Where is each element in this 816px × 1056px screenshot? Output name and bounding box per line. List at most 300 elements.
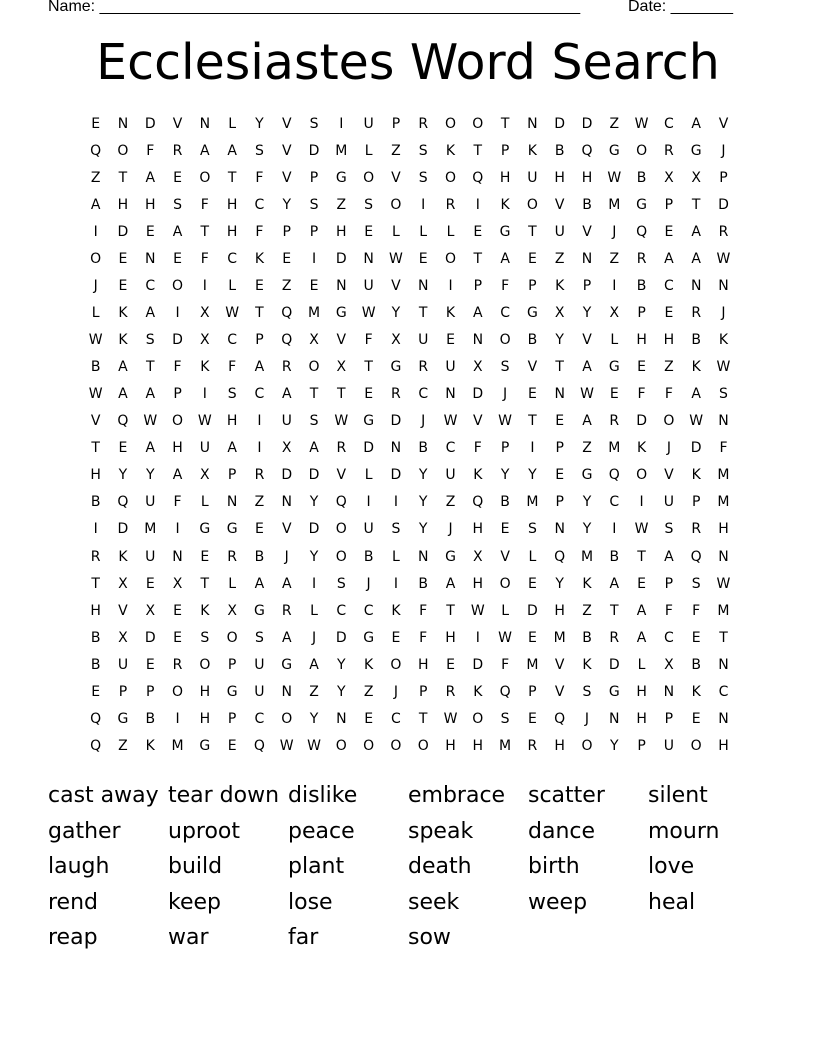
grid-letter: N (663, 683, 675, 700)
grid-letter: Q (90, 737, 102, 754)
grid-letter: E (91, 115, 101, 132)
grid-letter: P (227, 656, 237, 673)
grid-letter: L (501, 602, 509, 619)
grid-letter: X (473, 359, 483, 376)
grid-letter: N (472, 332, 484, 349)
grid-letter: B (500, 494, 510, 511)
grid-letter: T (418, 304, 428, 321)
grid-letter: V (172, 115, 183, 132)
grid-letter: O (172, 277, 184, 294)
grid-letter: Q (117, 494, 129, 511)
grid-letter: F (200, 196, 209, 213)
grid-letter: R (227, 548, 237, 565)
grid-letter: Z (582, 602, 592, 619)
grid-letter: F (719, 440, 728, 457)
grid-letter: N (609, 710, 620, 727)
grid-letter: U (445, 359, 456, 376)
grid-letter: U (145, 548, 156, 565)
grid-letter: W (580, 386, 594, 403)
grid-letter: Y (309, 710, 319, 727)
grid-letter: S (254, 142, 264, 159)
grid-letter: A (281, 386, 292, 403)
grid-letter: P (555, 494, 564, 511)
grid-letter: O (390, 196, 402, 213)
grid-letter: O (636, 142, 648, 159)
grid-letter: G (581, 467, 593, 484)
grid-letter: H (718, 521, 729, 538)
grid-letter: X (664, 656, 674, 673)
grid-letter: E (637, 575, 647, 592)
grid-letter: O (172, 413, 184, 430)
grid-letter: I (339, 115, 344, 132)
grid-letter: V (473, 413, 483, 430)
grid-letter: E (691, 629, 701, 646)
grid-letter: S (418, 142, 428, 159)
grid-letter: I (448, 277, 453, 294)
grid-letter: G (199, 521, 211, 538)
grid-letter: B (418, 575, 429, 592)
grid-letter: F (173, 359, 182, 376)
grid-letter: H (117, 196, 129, 213)
grid-letter: R (254, 467, 265, 484)
grid-letter: S (527, 521, 537, 538)
grid-letter: V (281, 169, 292, 186)
grid-letter: P (118, 683, 128, 700)
grid-letter: Y (418, 467, 428, 484)
grid-letter: Y (528, 467, 537, 484)
grid-letter: L (364, 467, 373, 484)
word-list-item: sow (408, 925, 451, 951)
word-list-item: far (288, 925, 319, 951)
grid-letter: E (227, 737, 237, 754)
grid-letter: O (499, 575, 511, 592)
grid-letter: E (527, 710, 537, 727)
grid-letter: G (608, 142, 620, 159)
grid-letter: O (90, 250, 102, 267)
grid-letter: G (363, 413, 375, 430)
grid-letter: R (691, 304, 702, 321)
grid-letter: E (173, 602, 182, 619)
grid-letter: A (254, 575, 265, 592)
grid-letter: R (636, 250, 647, 267)
grid-letter: E (555, 413, 565, 430)
word-list-item: mourn (648, 818, 720, 844)
grid-letter: T (446, 602, 455, 619)
grid-letter: Q (581, 142, 593, 159)
grid-letter: J (721, 304, 726, 321)
grid-letter: R (281, 359, 292, 376)
grid-letter: F (146, 142, 155, 159)
grid-letter: J (666, 440, 671, 457)
grid-letter: C (663, 277, 674, 294)
grid-letter: Y (118, 467, 128, 484)
grid-letter: Q (472, 169, 484, 186)
grid-letter: Y (500, 467, 510, 484)
grid-letter: L (310, 602, 318, 619)
grid-letter: E (391, 629, 401, 646)
grid-letter: A (172, 467, 183, 484)
grid-letter: U (363, 277, 374, 294)
grid-letter: I (257, 413, 262, 430)
grid-letter: E (527, 629, 537, 646)
grid-letter: T (309, 386, 319, 403)
grid-letter: S (254, 629, 264, 646)
grid-letter: L (637, 656, 646, 673)
grid-letter: J (612, 223, 617, 240)
grid-letter: K (582, 656, 592, 673)
grid-letter: D (390, 467, 402, 484)
grid-letter: H (554, 169, 565, 186)
name-field-label: Name: ______________________________________________________ (48, 0, 581, 15)
grid-letter: D (554, 115, 566, 132)
grid-letter: D (363, 440, 374, 457)
grid-letter: A (609, 575, 620, 592)
grid-letter: B (527, 332, 538, 349)
grid-letter: Z (254, 494, 265, 511)
grid-letter: F (664, 386, 673, 403)
word-list-item: laugh (48, 854, 110, 880)
grid-letter: U (117, 656, 129, 673)
grid-letter: A (664, 548, 674, 565)
grid-letter: R (609, 413, 620, 430)
grid-letter: N (445, 386, 456, 403)
grid-letter: B (90, 629, 101, 646)
grid-letter: E (527, 386, 537, 403)
word-list-item: love (648, 854, 695, 880)
grid-letter: V (582, 223, 592, 240)
grid-letter: I (175, 710, 180, 727)
grid-letter: D (636, 413, 647, 430)
grid-letter: F (200, 250, 209, 267)
grid-letter: W (443, 413, 458, 430)
word-list-item: lose (288, 889, 333, 915)
grid-letter: E (145, 575, 155, 592)
grid-letter: A (200, 142, 210, 159)
grid-letter: G (117, 710, 129, 727)
date-field-label: Date: _______ (628, 0, 733, 15)
grid-letter: D (144, 629, 156, 646)
grid-letter: U (527, 169, 538, 186)
grid-letter: N (718, 277, 729, 294)
grid-letter: T (555, 359, 564, 376)
grid-letter: O (199, 656, 211, 673)
grid-letter: M (553, 629, 566, 646)
grid-letter: X (200, 304, 210, 321)
grid-letter: U (445, 467, 456, 484)
grid-letter: F (419, 629, 428, 646)
grid-letter: F (692, 602, 701, 619)
grid-letter: P (664, 575, 674, 592)
grid-letter: K (500, 196, 510, 213)
grid-letter: M (307, 304, 321, 321)
grid-letter: A (281, 575, 292, 592)
grid-letter: Z (554, 250, 565, 267)
grid-letter: N (718, 413, 729, 430)
grid-letter: L (200, 494, 209, 511)
grid-letter: H (417, 656, 429, 673)
word-list-item: scatter (528, 783, 605, 809)
grid-letter: H (472, 737, 484, 754)
grid-letter: I (639, 494, 644, 511)
grid-letter: G (526, 304, 538, 321)
grid-letter: K (118, 332, 128, 349)
grid-letter: G (335, 169, 347, 186)
grid-letter: C (609, 494, 620, 511)
grid-letter: Z (391, 142, 401, 159)
grid-letter: E (527, 575, 537, 592)
grid-letter: E (255, 521, 264, 538)
grid-letter: Y (555, 575, 564, 592)
grid-letter: M (608, 196, 621, 213)
grid-letter: N (363, 250, 374, 267)
grid-letter: C (145, 277, 156, 294)
grid-letter: S (336, 575, 346, 592)
grid-letter: B (609, 548, 620, 565)
grid-letter: K (691, 359, 701, 376)
grid-letter: X (145, 602, 156, 619)
grid-letter: W (634, 115, 649, 132)
grid-letter: G (254, 602, 265, 619)
grid-letter: A (281, 629, 292, 646)
grid-letter: H (472, 521, 484, 538)
grid-letter: D (172, 332, 183, 349)
grid-letter: O (390, 737, 402, 754)
grid-letter: U (281, 413, 292, 430)
grid-letter: I (366, 494, 371, 511)
grid-letter: Y (309, 548, 319, 565)
grid-letter: T (528, 223, 537, 240)
grid-letter: W (279, 737, 294, 754)
grid-letter: I (175, 304, 180, 321)
grid-letter: H (472, 575, 484, 592)
grid-letter: I (612, 521, 617, 538)
grid-letter: A (145, 440, 156, 457)
grid-letter: L (364, 142, 373, 159)
grid-letter: A (227, 440, 237, 457)
grid-letter: C (254, 386, 265, 403)
grid-letter: O (335, 521, 347, 538)
grid-letter: M (608, 440, 621, 457)
grid-letter: U (363, 521, 374, 538)
grid-letter: R (445, 683, 456, 700)
grid-letter: W (388, 250, 403, 267)
grid-letter: O (417, 737, 429, 754)
grid-letter: J (393, 683, 398, 700)
grid-letter: B (554, 142, 565, 159)
grid-letter: V (281, 142, 292, 159)
grid-letter: Q (690, 548, 702, 565)
grid-letter: X (172, 575, 183, 592)
grid-letter: O (581, 737, 593, 754)
grid-letter: I (475, 196, 480, 213)
grid-letter: P (227, 467, 237, 484)
grid-letter: C (254, 196, 265, 213)
grid-letter: Q (281, 332, 293, 349)
grid-letter: Z (281, 277, 292, 294)
word-list-item: build (168, 854, 223, 880)
grid-letter: I (393, 494, 398, 511)
grid-letter: C (254, 710, 265, 727)
grid-letter: R (418, 115, 429, 132)
grid-letter: S (227, 386, 237, 403)
grid-letter: R (527, 737, 538, 754)
grid-letter: F (637, 386, 646, 403)
grid-letter: P (146, 683, 155, 700)
grid-letter: F (173, 494, 182, 511)
grid-letter: K (718, 332, 729, 349)
grid-letter: P (719, 169, 728, 186)
grid-letter: T (610, 602, 619, 619)
grid-letter: D (144, 115, 156, 132)
grid-letter: O (226, 629, 238, 646)
grid-letter: E (664, 304, 674, 321)
grid-letter: C (718, 683, 729, 700)
grid-letter: K (473, 467, 483, 484)
grid-letter: E (691, 710, 701, 727)
grid-letter: N (527, 115, 538, 132)
grid-letter: M (144, 521, 157, 538)
grid-letter: A (145, 169, 156, 186)
grid-letter: Q (554, 548, 566, 565)
word-list-item: seek (408, 889, 460, 915)
grid-letter: X (473, 548, 483, 565)
grid-letter: Y (610, 737, 619, 754)
letter-grid (82, 110, 737, 760)
grid-letter: I (311, 575, 317, 592)
grid-letter: O (444, 169, 457, 186)
grid-letter: O (335, 548, 347, 565)
grid-letter: A (90, 196, 101, 213)
grid-letter: H (581, 169, 593, 186)
grid-letter: T (691, 196, 701, 213)
grid-letter: N (199, 115, 211, 132)
grid-letter: B (363, 548, 374, 565)
grid-letter: T (719, 629, 728, 646)
grid-letter: K (582, 575, 592, 592)
grid-letter: S (309, 413, 319, 430)
grid-letter: K (691, 683, 701, 700)
grid-letter: E (145, 223, 155, 240)
grid-letter: K (200, 359, 210, 376)
grid-letter: Y (391, 304, 401, 321)
grid-letter: J (721, 142, 726, 159)
grid-letter: G (226, 521, 238, 538)
grid-letter: O (472, 710, 484, 727)
grid-letter: K (118, 304, 128, 321)
grid-letter: D (117, 521, 129, 538)
grid-letter: F (255, 223, 264, 240)
grid-letter: O (390, 656, 402, 673)
grid-letter: T (418, 710, 428, 727)
grid-letter: E (118, 277, 128, 294)
grid-letter: B (636, 277, 647, 294)
grid-letter: U (663, 737, 674, 754)
grid-letter: G (281, 656, 293, 673)
grid-letter: E (200, 548, 210, 565)
grid-letter: I (393, 575, 398, 592)
grid-letter: O (499, 332, 511, 349)
grid-letter: H (226, 223, 238, 240)
grid-letter: Q (608, 467, 620, 484)
grid-letter: V (664, 467, 674, 484)
grid-letter: K (364, 656, 374, 673)
grid-letter: V (90, 413, 101, 430)
grid-letter: I (421, 196, 426, 213)
grid-letter: P (473, 277, 483, 294)
grid-letter: Q (90, 710, 102, 727)
word-list-item: war (168, 925, 209, 951)
grid-letter: G (390, 359, 402, 376)
grid-letter: F (364, 332, 373, 349)
grid-letter: M (526, 494, 539, 511)
grid-letter: W (307, 737, 321, 754)
grid-letter: J (93, 277, 98, 294)
grid-letter: P (500, 440, 510, 457)
grid-letter: Y (418, 521, 428, 538)
word-list-item: uproot (168, 818, 241, 844)
word-list (48, 778, 768, 956)
grid-letter: W (716, 359, 731, 376)
grid-letter: W (88, 386, 103, 403)
grid-letter: G (445, 548, 456, 565)
grid-letter: D (690, 440, 702, 457)
grid-letter: X (200, 467, 210, 484)
grid-letter: I (93, 223, 98, 240)
grid-letter: A (582, 359, 592, 376)
grid-letter: R (172, 142, 183, 159)
grid-letter: Q (335, 494, 347, 511)
grid-letter: S (309, 196, 319, 213)
grid-letter: S (418, 169, 428, 186)
grid-letter: A (118, 386, 128, 403)
grid-letter: E (364, 223, 374, 240)
grid-letter: K (118, 548, 128, 565)
grid-letter: N (336, 710, 347, 727)
word-list-item: tear down (168, 783, 280, 809)
grid-letter: D (390, 413, 402, 430)
grid-letter: B (90, 656, 101, 673)
grid-letter: K (527, 142, 537, 159)
grid-letter: Y (337, 683, 346, 700)
grid-letter: Z (582, 440, 592, 457)
grid-letter: Q (253, 737, 265, 754)
grid-letter: L (91, 304, 100, 321)
grid-letter: P (528, 277, 537, 294)
grid-letter: E (118, 440, 128, 457)
grid-letter: R (172, 656, 183, 673)
grid-letter: B (691, 332, 701, 349)
word-list-item: keep (168, 889, 221, 915)
grid-letter: W (634, 521, 649, 538)
grid-letter: H (636, 710, 647, 727)
grid-letter: I (93, 521, 98, 538)
grid-letter: H (199, 683, 211, 700)
word-list-item: silent (648, 783, 708, 809)
grid-letter: Y (582, 494, 592, 511)
grid-letter: P (173, 386, 182, 403)
grid-letter: O (172, 683, 184, 700)
grid-letter: N (390, 440, 402, 457)
grid-letter: O (663, 413, 675, 430)
grid-letter: N (718, 710, 729, 727)
grid-letter: X (609, 304, 620, 321)
grid-letter: W (143, 413, 158, 430)
grid-letter: Q (636, 223, 648, 240)
grid-letter: P (664, 196, 674, 213)
grid-letter: O (363, 737, 375, 754)
grid-letter: W (607, 169, 622, 186)
grid-letter: C (445, 440, 456, 457)
